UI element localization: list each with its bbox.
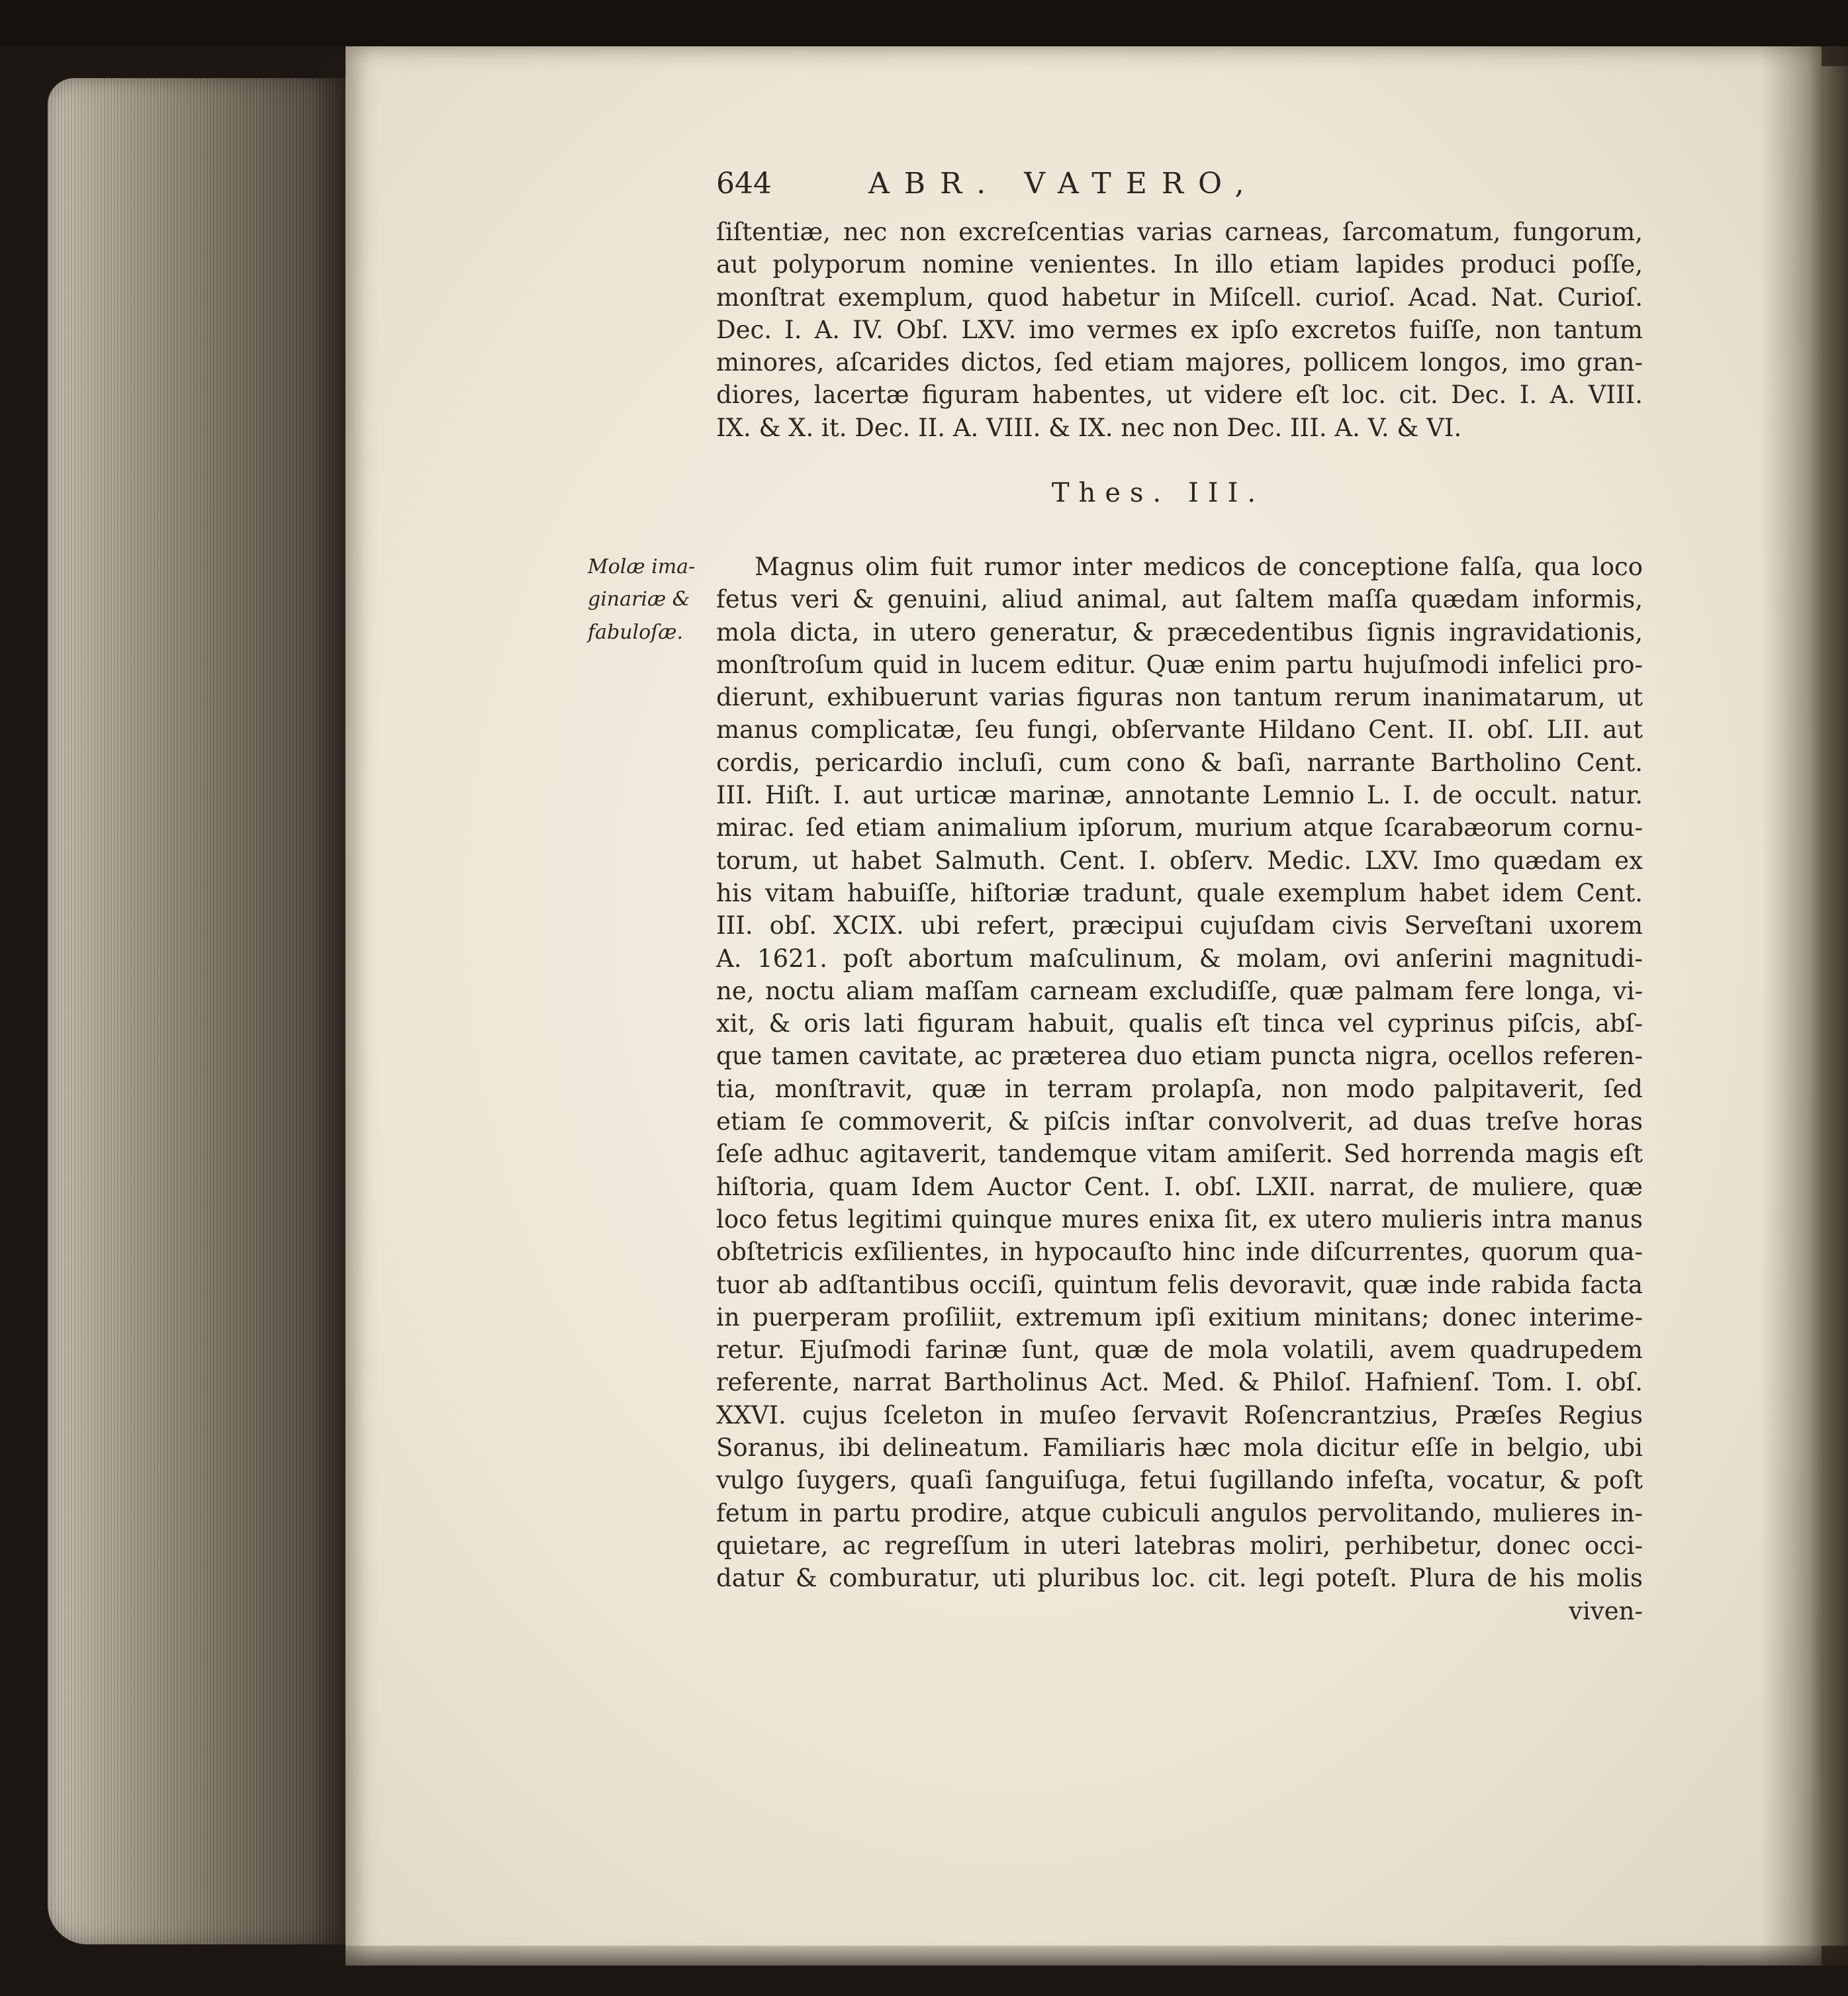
text-line: ſeſe adhuc agitaverit, tandemque vitam amiſerit. Sed horrenda magis eſt: [716, 1140, 1643, 1169]
backdrop: [0, 0, 1848, 46]
section-heading: Thes. III.: [1051, 478, 1266, 508]
running-title: ABR. VATERO,: [868, 167, 1259, 201]
text-line: tuor ab adſtantibus occiſi, quintum felis devoravit, quæ inde rabida facta: [716, 1270, 1643, 1299]
text-line: loco fetus legitimi quinque mures enixa ſit, ex utero mulieris intra manus: [716, 1204, 1643, 1234]
text-line: IX. & X. it. Dec. II. A. VIII. & IX. nec non Dec. III. A. V. & VI.: [716, 413, 1462, 442]
margin-note: [588, 551, 714, 649]
page-number: 644: [716, 167, 772, 201]
margin-note-line: ginariæ &: [588, 588, 690, 612]
text-line: fetum in partu prodire, atque cubiculi angulos pervolitando, mulieres in-: [716, 1498, 1643, 1527]
text-line: torum, ut habet Salmuth. Cent. I. obſerv. Medic. LXV. Imo quædam ex: [716, 846, 1643, 875]
text-line: diores, lacertæ figuram habentes, ut videre eſt loc. cit. Dec. I. A. VIII.: [716, 381, 1643, 410]
catchword: viven-: [1569, 1596, 1643, 1625]
text-line: Dec. I. A. IV. Obſ. LXV. imo vermes ex ipſo excretos fuiſſe, non tantum: [716, 315, 1643, 344]
text-line: hiſtoria, quam Idem Auctor Cent. I. obſ. LXII. narrat, de muliere, quæ: [716, 1172, 1643, 1201]
text-line: monſtroſum quid in lucem editur. Quæ enim partu hujuſmodi infelici pro-: [716, 650, 1643, 679]
text-line: dierunt, exhibuerunt varias figuras non tantum rerum inanimatarum, ut: [716, 683, 1643, 712]
text-line: III. obſ. XCIX. ubi refert, præcipui cujuſdam civis Serveſtani uxorem: [716, 911, 1643, 940]
running-head: [716, 167, 1510, 206]
text-line: xit, & oris lati figuram habuit, qualis eſt tinca vel cyprinus piſcis, abſ-: [716, 1009, 1643, 1038]
text-line: mola dicta, in utero generatur, & præcedentibus ſignis ingravidationis,: [716, 617, 1643, 647]
text-line: etiam ſe commoverit, & piſcis inſtar convolverit, ad duas treſve horas: [716, 1107, 1643, 1136]
facing-page-edge: [1822, 66, 1848, 1946]
text-line: aut polyporum nomine venientes. In illo etiam lapides produci poſſe,: [716, 250, 1643, 279]
paragraph-2: [716, 551, 1643, 1627]
text-line: referente, narrat Bartholinus Act. Med. & Philoſ. Hafnienſ. Tom. I. obſ.: [716, 1368, 1643, 1397]
text-line: ſiſtentiæ, nec non excreſcentias varias carneas, ſarcomatum, fungorum,: [716, 218, 1643, 246]
text-line: retur. Ejuſmodi farinæ ſunt, quæ de mola volatili, avem quadrupedem: [716, 1336, 1643, 1365]
margin-note-line: fabuloſæ.: [588, 620, 684, 644]
text-line: in puerperam proſiliit, extremum ipſi exitium minitans; donec interime-: [716, 1302, 1643, 1332]
text-line: Soranus, ibi delineatum. Familiaris hæc mola dicitur eſſe in belgio, ubi: [716, 1433, 1643, 1463]
text-line: vulgo ſuygers, quaſi ſanguiſuga, fetui ſugillando infeſta, vocatur, & poſt: [716, 1466, 1643, 1495]
text-line: mirac. ſed etiam animalium ipſorum, murium atque ſcarabæorum cornu-: [716, 813, 1643, 842]
text-line: quietare, ac regreſſum in uteri latebras moliri, perhibetur, donec occi-: [716, 1531, 1643, 1560]
text-line: fetus veri & genuini, aliud animal, aut ſaltem maſſa quædam informis,: [716, 585, 1643, 614]
paragraph-1: [716, 216, 1643, 444]
margin-note-line: Molæ ima-: [588, 555, 696, 578]
text-line: que tamen cavitate, ac præterea duo etiam puncta nigra, ocellos referen-: [716, 1042, 1643, 1071]
text-line: datur & comburatur, uti pluribus loc. cit. legi poteſt. Plura de his molis: [716, 1564, 1643, 1593]
text-line: his vitam habuiſſe, hiſtoriæ tradunt, quale exemplum habet idem Cent.: [716, 878, 1643, 907]
book-fore-edge: [48, 78, 352, 1944]
text-line: minores, aſcarides dictos, ſed etiam majores, pollicem longos, imo gran-: [716, 348, 1643, 377]
text-line: Magnus olim fuit rumor inter medicos de conceptione falſa, qua loco: [755, 553, 1643, 581]
bottom-shadow: [346, 1946, 1848, 1996]
text-line: manus complicatæ, ſeu fungi, obſervante Hildano Cent. II. obſ. LII. aut: [716, 715, 1643, 745]
text-line: A. 1621. poſt abortum maſculinum, & molam, ovi anſerini magnitudi-: [716, 944, 1643, 973]
text-line: obſtetricis exſilientes, in hypocauſto hinc inde diſcurrentes, quorum qua-: [716, 1238, 1643, 1267]
text-line: monſtrat exemplum, quod habetur in Miſcell. curioſ. Acad. Nat. Curioſ.: [716, 283, 1643, 312]
text-line: ne, noctu aliam maſſam carneam excludiſſe, quæ palmam fere longa, vi-: [716, 976, 1643, 1005]
text-line: cordis, pericardio incluſi, cum cono & baſi, narrante Bartholino Cent.: [716, 748, 1643, 777]
text-line: III. Hiſt. I. aut urticæ marinæ, annotante Lemnio L. I. de occult. natur.: [716, 781, 1643, 810]
text-line: XXVI. cujus ſceleton in muſeo ſervavit Roſencrantzius, Præſes Regius: [716, 1400, 1643, 1429]
text-line: tia, monſtravit, quæ in terram prolapſa, non modo palpitaverit, ſed: [716, 1074, 1643, 1103]
